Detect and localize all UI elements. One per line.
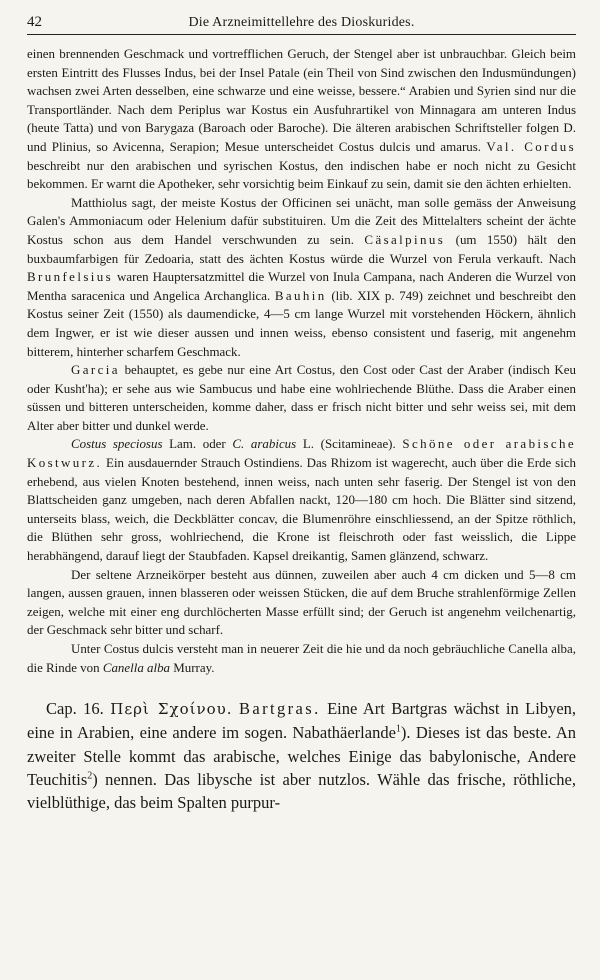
author-name: Garcia (71, 362, 120, 378)
page-header (27, 14, 576, 35)
species-name: Canella alba (102, 659, 171, 675)
footnote-ref-2[interactable]: 2 (87, 770, 93, 782)
commentary-text (27, 45, 576, 677)
common-name: Schöne oder arabische Kostwurz. (27, 436, 577, 471)
running-title: Die Arzneimittellehre des Dioskurides. (188, 15, 415, 30)
chapter-label: Cap. 16. (46, 699, 104, 719)
author-name: Val. Cordus (486, 138, 577, 154)
paragraph-5: Der seltene Arzneikörper besteht aus dünnen, zuweilen aber auch 4 cm dicken und 5—8 cm langen, aussen grauen, innen blasseren oder weissen Stücken, die auf dem Bruche strahlenförmige Zellen zeigen, welche mit einer eng durchlöcherten Masse erfüllt sind; der Geruch ist angenehm veilchenartig, der Geschmack sehr bitter und scharf. (27, 566, 576, 638)
paragraph-2: Matthiolus sagt, der meiste Kostus der Officinen sei unächt, man solle gemäss der Anweisung Galen's Ammoniacum oder Helenium dafür substituiren. Um die Zeit des Mittelalters scheint der ächte Kostus schon aus dem Handel verschwunden zu sein. Cäsalpinus (um 1550) hält den buxbaumfarbigen für Zedoaria, statt des ächten Kostus würde die Wurzel von Ferula verkauft. Nach Brunfelsius waren Hauptersatzmittel die Wurzel von Inula Campana, nach Anderen die Wurzel von Mentha saracenica und Angelica Archanglica. Bauhin (lib. XIX p. 749) zeichnet und beschreibt den Kostus seiner Zeit (1550) als daumendicke, 4—5 cm lange Wurzel mit vorstehenden Höckern, ähnlich dem Ingwer, er ist wie dieser aussen und innen weiss, ebenso consistent und faserig, mit angenehm bitterem, hinterher scharfem Geschmack. (27, 194, 577, 359)
paragraph-1: einen brennenden Geschmack und vortrefflichen Geruch, der Stengel aber ist unbrauchbar. Gleich beim ersten Eintritt des Flusses Indus, bei der Insel Patale (ein Theil von Sind zwischen den Indusmündungen) wachsen zwei Arten desselben, eine schwarze und eine weisse, bessere.“ Arabien und Syrien sind nur die Transportländer. Nach dem Periplus war Kostus ein Ausfuhrartikel von Minnagara am unteren Indus (heute Tatta) und von Barygaza (Baroach oder Baroche). Die älteren arabischen Schriftsteller folgen D. und Plinius, so Avicenna, Serapion; Mesue unterscheidet Costus dulcis und amarus. Val. Cordus beschreibt nur den arabischen und syrischen Kostus, den indischen habe er noch nicht zu Gesicht bekommen. Er warnt die Apotheker, sehr vorsichtig beim Einkauf zu sein, damit sie den ächten erhielten. (27, 46, 577, 192)
species-name: C. arabicus (232, 436, 297, 452)
greek-heading: Περὶ Σχοίνου. (110, 700, 233, 719)
paragraph-4: Costus speciosus Lam. oder C. arabicus L. (Scitamineae). Schöne oder arabische Kostwurz. Ein ausdauernder Strauch Ostindiens. Das Rhizom ist wagerecht, auch über die Erde sich erhebend, aus vielen Knoten bestehend, innen weiss, nach unten sehr faserig. Der Stengel ist von den Blattscheiden ganz umgeben, nach deren Abfallen nackt, 120—180 cm hoch. Die Blätter sind sitzend, unterseits blass, weich, die Deckblätter concav, die Blumenröhre einschliessend, an der Spitze röthlich, die Blüthen sehr gross, wohlriechend, die Krone ist fleischroth oder fast weisslich, die Lippe herabhängend, darauf liegt der Staubfaden. Kapsel dreikantig, Samen glänzend, schwarz. (27, 436, 577, 564)
species-name: Costus speciosus (71, 436, 163, 452)
footnote-ref-1[interactable]: 1 (395, 723, 401, 735)
chapter-paragraph: Cap. 16. Περὶ Σχοίνου. Bartgras. Eine Art Bartgras wächst in Libyen, eine in Arabien, eine andere im sogen. Nabathäerlande$^1$). Dieses ist das beste. An zweiter Stelle kommt das arabische, welches Einige das babylonische, Andere Teuchitis$^2$) nennen. Das libysche ist aber nutzlos. Wähle das frische, röthliche, vielblüthige, das beim Spalten purpur- (27, 699, 577, 813)
author-name: Brunfelsius (27, 269, 114, 285)
author-name: Cäsalpinus (364, 231, 446, 247)
paragraph-3: Garcia behauptet, es gebe nur eine Art Costus, den Cost oder Cast der Araber (indisch Keu oder Kusht'ha); er sehe aus wie Sambucus und habe eine wohlriechende Blüthe. Dass die Araber einen süssen und bitteren unterscheiden, komme daher, dass er frisch nicht bitter und sehr weiss sei, mit dem Alter aber bitter und dunkel werde. (27, 362, 576, 433)
author-name: Bauhin (274, 287, 327, 303)
page-number: 42 (27, 14, 42, 30)
chapter-title: Bartgras. (238, 699, 321, 719)
chapter-section (27, 697, 576, 814)
paragraph-6: Unter Costus dulcis versteht man in neuerer Zeit die hie und da noch gebräuchliche Canella alba, die Rinde von Canella alba Murray. (27, 641, 576, 675)
